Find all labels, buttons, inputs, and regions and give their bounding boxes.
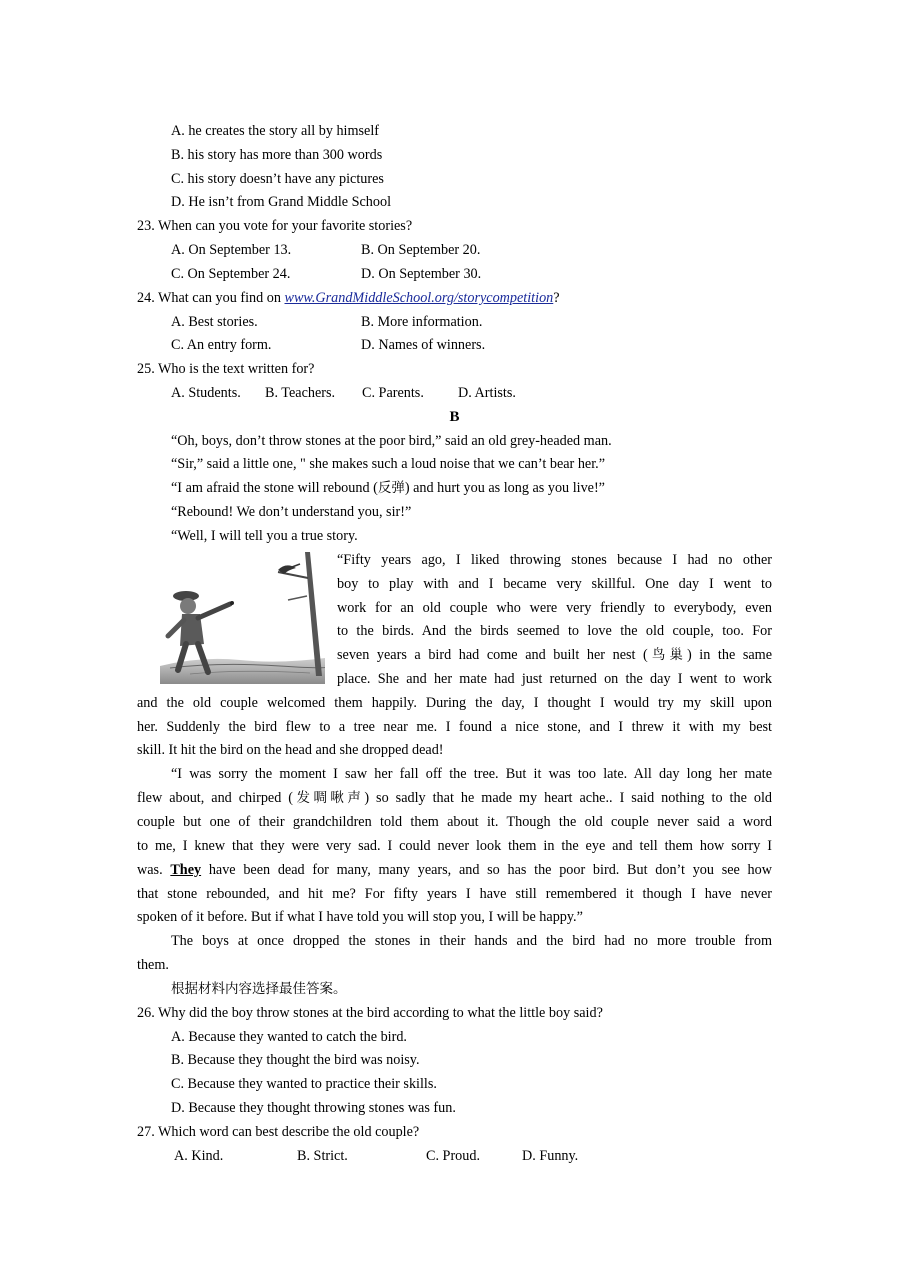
passage-line: work for an old couple who were very friendly to everybody, even [337, 600, 772, 616]
q25-option-b: B. Teachers. [265, 385, 336, 401]
q24-option-c: C. An entry form. [171, 337, 272, 353]
q24-stem-prefix: 24. What can you find on [137, 290, 285, 306]
passage-line: “Sir,” said a little one, " she makes such a loud noise that we can’t bear her.” [171, 456, 605, 472]
passage-line: them. [137, 957, 169, 973]
passage-line: to the birds. And the birds seemed to love the old couple, too. For [337, 623, 772, 639]
passage-line: skill. It hit the bird on the head and she dropped dead! [137, 742, 444, 758]
q27-option-d: D. Funny. [522, 1148, 579, 1164]
q27-option-b: B. Strict. [297, 1148, 348, 1164]
section-b-heading: B [449, 409, 460, 425]
q23-option-c: C. On September 24. [171, 266, 291, 282]
q23-option-a: A. On September 13. [171, 242, 292, 258]
passage-line: spoken of it before. But if what I have told you will stop you, I will be happy.” [137, 909, 583, 925]
competition-link[interactable]: www.GrandMiddleSchool.org/storycompetition [284, 290, 554, 306]
passage-line: “I am afraid the stone will rebound (反弹) and hurt you as long as you live!” [171, 480, 605, 496]
passage-line: was. They have been dead for many, many years, and so has the poor bird. But don’t you see how [137, 862, 772, 878]
q26-option-c: C. Because they wanted to practice their skills. [171, 1076, 437, 1092]
q23-option-b: B. On September 20. [361, 242, 481, 258]
boy-throwing-stone-illustration [160, 548, 325, 684]
q27-option-c: C. Proud. [426, 1148, 480, 1164]
q24-option-d: D. Names of winners. [361, 337, 486, 353]
q23-option-d: D. On September 30. [361, 266, 482, 282]
passage-line: place. She and her mate had just returned on the day I went to work [337, 671, 772, 687]
passage-line: “Oh, boys, don’t throw stones at the poor bird,” said an old grey-headed man. [171, 433, 612, 449]
passage-line: couple but one of their grandchildren told them about it. Though the old couple never said a word [137, 814, 772, 830]
passage-line: seven years a bird had come and built her nest (鸟巢) in the same [337, 647, 773, 663]
q22-option-a: A. he creates the story all by himself [171, 123, 380, 139]
passage-line: “Rebound! We don’t understand you, sir!” [171, 504, 412, 520]
underlined-word-they: They [170, 862, 202, 878]
q22-option-b: B. his story has more than 300 words [171, 147, 383, 163]
passage-line: that stone rebounded, and hit me? For fifty years I have still remembered it though I have never [137, 886, 772, 902]
q22-option-d: D. He isn’t from Grand Middle School [171, 194, 392, 210]
q25-option-c: C. Parents. [362, 385, 424, 401]
passage-line: “Fifty years ago, I liked throwing stones because I had no other [337, 552, 772, 568]
q25-option-a: A. Students. [171, 385, 241, 401]
passage-line: “Well, I will tell you a true story. [171, 528, 358, 544]
q25-option-d: D. Artists. [458, 385, 516, 401]
q24-option-a: A. Best stories. [171, 314, 258, 330]
q25-stem: 25. Who is the text written for? [137, 361, 315, 377]
passage-line: “I was sorry the moment I saw her fall off the tree. But it was too late. All day long her mate [171, 766, 772, 782]
q27-stem: 27. Which word can best describe the old couple? [137, 1124, 420, 1140]
q27-option-a: A. Kind. [174, 1148, 224, 1164]
passage-line: her. Suddenly the bird flew to a tree near me. I found a nice stone, and I threw it with my best [137, 719, 772, 735]
q24-stem-suffix: ? [553, 290, 560, 306]
q24-option-b: B. More information. [361, 314, 483, 330]
passage-line: boy to play with and I became very skillful. One day I went to [337, 576, 772, 592]
passage-line: to me, I knew that they were very sad. I could never look them in the eye and tell them how sorry I [137, 838, 772, 854]
passage-line: and the old couple welcomed them happily. During the day, I thought I would try my skill upon [137, 695, 772, 711]
passage-line: The boys at once dropped the stones in their hands and the bird had no more trouble from [171, 933, 772, 949]
q26-stem: 26. Why did the boy throw stones at the bird according to what the little boy said? [137, 1005, 603, 1021]
q23-stem: 23. When can you vote for your favorite stories? [137, 218, 413, 234]
q26-option-a: A. Because they wanted to catch the bird. [171, 1029, 407, 1045]
q22-option-c: C. his story doesn’t have any pictures [171, 171, 384, 187]
passage-line: flew about, and chirped (发啁啾声) so sadly that he made my heart ache.. I said nothing to the old [137, 790, 773, 806]
q26-option-b: B. Because they thought the bird was noisy. [171, 1052, 420, 1068]
instruction-text: 根据材料内容选择最佳答案。 [171, 981, 347, 997]
q24-stem [137, 288, 560, 308]
q26-option-d: D. Because they thought throwing stones was fun. [171, 1100, 456, 1116]
